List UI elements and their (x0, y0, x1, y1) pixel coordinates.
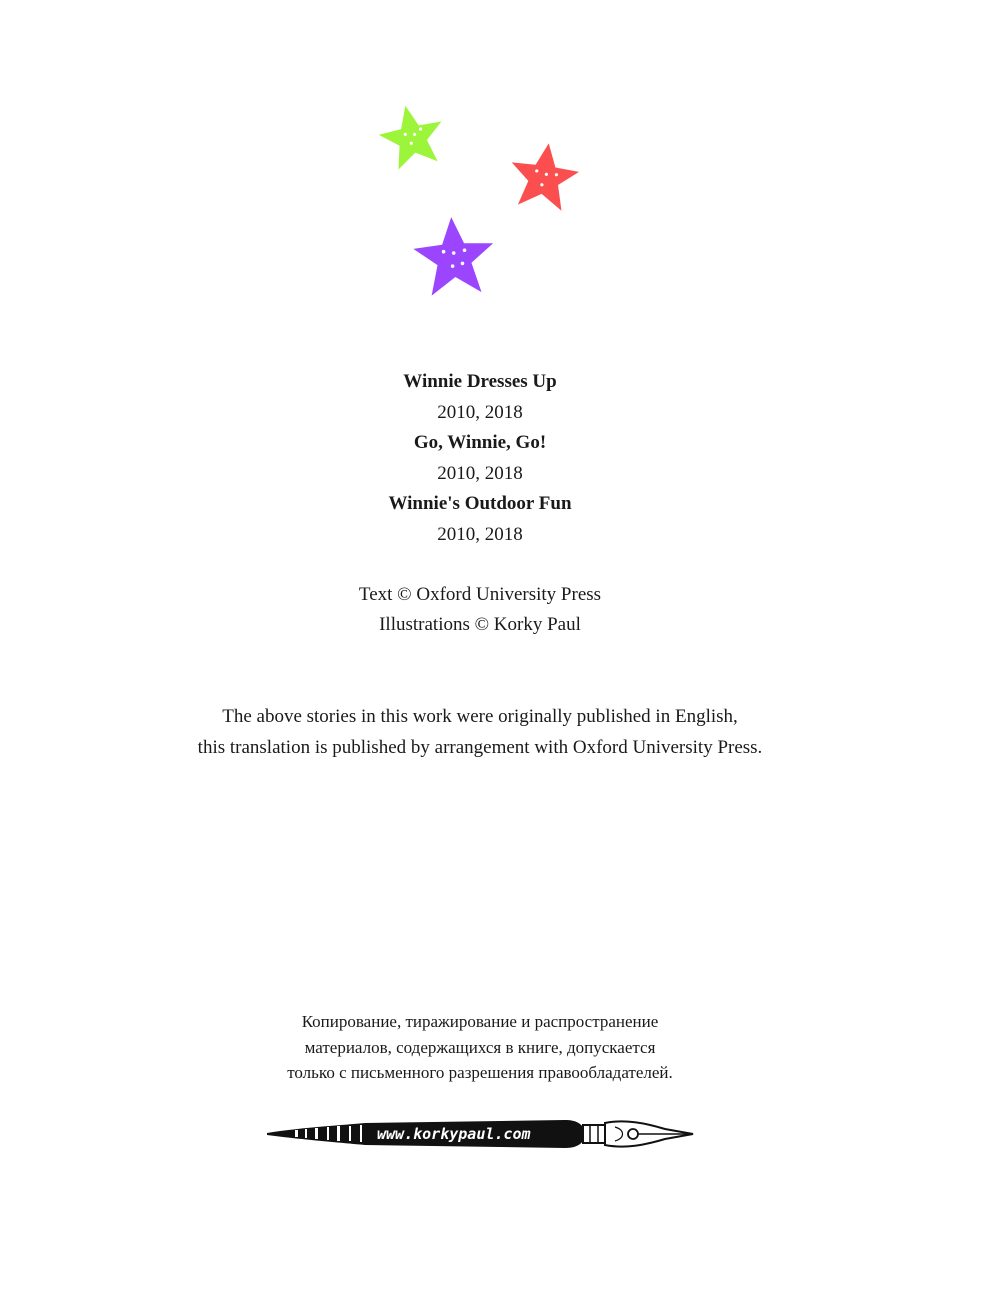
book-title: Winnie Dresses Up (403, 371, 557, 392)
pen-url-text: www.korkypaul.com (377, 1125, 531, 1143)
text-copyright: Text © Oxford University Press (358, 584, 602, 605)
arrangement-line: The above stories in this work were originally published in English, (222, 706, 738, 727)
stars-illustration (370, 95, 590, 310)
arrangement-line: this translation is published by arrangement with Oxford University Press. (197, 737, 763, 758)
pen-icon (265, 1115, 695, 1153)
stars-decoration (370, 95, 590, 310)
book-years: 2010, 2018 (437, 523, 523, 545)
book-title: Go, Winnie, Go! (413, 432, 547, 453)
copying-notice (0, 1009, 960, 1086)
pen-logo (265, 1115, 695, 1153)
copying-notice-line: Копирование, тиражирование и распространение (301, 1012, 659, 1031)
book-title: Winnie's Outdoor Fun (388, 493, 572, 514)
book-years: 2010, 2018 (437, 462, 523, 484)
green-star-icon (374, 99, 449, 172)
book-years: 2010, 2018 (437, 401, 523, 423)
copying-notice-line: материалов, содержащихся в книге, допускается (304, 1037, 656, 1057)
red-star-icon (506, 139, 582, 213)
arrangement-notice (0, 701, 960, 763)
copyright-block (0, 580, 960, 640)
credits-block (0, 367, 960, 550)
copying-notice-line: только с письменного разрешения правообладателей. (287, 1063, 673, 1082)
purple-star-icon (411, 214, 496, 296)
illustrations-copyright: Illustrations © Korky Paul (379, 614, 581, 635)
